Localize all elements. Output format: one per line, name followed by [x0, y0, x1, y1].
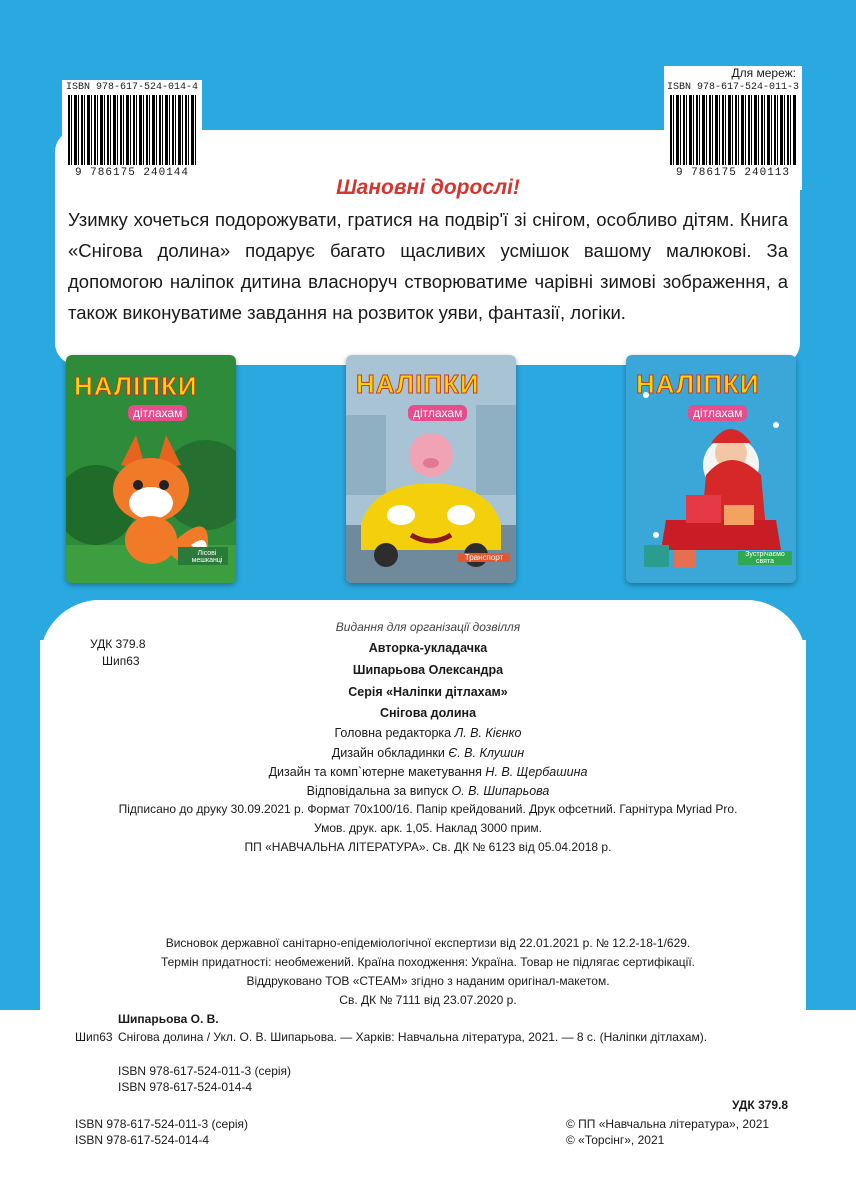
notice-title: Шановні дорослі!: [336, 176, 520, 199]
cover-forest-series: НАЛІПКИ: [74, 371, 198, 401]
biblio-udk: УДК 379.8: [732, 1098, 789, 1112]
author-name: Шипарьова Олександра: [352, 663, 504, 677]
release-person: О. В. Шипарьова: [451, 784, 550, 798]
sheets-line: Умов. друк. арк. 1,05. Наклад 3000 прим.: [313, 821, 543, 835]
author-role: Авторка-укладачка: [368, 641, 488, 655]
book-title: Снігова долина: [379, 706, 477, 720]
cover-transport-caption: Транспорт: [458, 553, 510, 562]
expertise-line: Висновок державної санітарно-епідеміологічної експертизи від 22.01.2021 р. № 12.2-18-1/629.: [165, 936, 691, 950]
editor-line: [0, 726, 856, 740]
author-code: Шип63: [102, 654, 140, 668]
footer-copyright-torsing: © «Торсінг», 2021: [566, 1133, 665, 1147]
cover-holidays-series: НАЛІПКИ: [636, 369, 760, 399]
layout-line: [0, 765, 856, 779]
biblio-isbn: ISBN 978-617-524-014-4: [118, 1080, 253, 1094]
cover-transport-series: НАЛІПКИ: [356, 369, 480, 399]
release-label: Відповідальна за випуск: [306, 784, 448, 798]
barcode-right-net-label: Для мереж:: [731, 66, 796, 80]
footer-copyright-publisher: © ПП «Навчальна література», 2021: [566, 1117, 770, 1131]
udk-code: УДК 379.8: [90, 637, 146, 651]
printer-cert-line: Св. ДК № 7111 від 23.07.2020 р.: [339, 993, 517, 1007]
layout-label: Дизайн та комп`ютерне макетування: [268, 765, 482, 779]
cover-design-label: Дизайн обкладинки: [331, 746, 445, 760]
footer-isbn-series: ISBN 978-617-524-011-3 (серія): [75, 1117, 249, 1131]
biblio-author: Шипарьова О. В.: [118, 1012, 219, 1026]
shelf-line: Термін придатності: необмежений. Країна походження: Україна. Товар не підлягає сертифікації.: [160, 955, 696, 969]
publisher-line: ПП «НАВЧАЛЬНА ЛІТЕРАТУРА». Св. ДК № 6123 від 05.04.2018 р.: [244, 840, 612, 854]
biblio-code: Шип63: [75, 1030, 113, 1044]
biblio-entry: Снігова долина / Укл. О. В. Шипарьова. — Харків: Навчальна література, 2021. — 8 с. (Наліпки дітлахам).: [118, 1030, 708, 1044]
printed-line: Віддруковано ТОВ «СТЕАМ» згідно з наданим оригінал-макетом.: [246, 974, 610, 988]
layout-designer: Н. В. Щербашина: [485, 765, 588, 779]
barcode-left-isbn: ISBN 978-617-524-014-4: [65, 82, 199, 93]
barcode-left-bars: [68, 95, 196, 165]
cover-forest-sub: дітлахам: [128, 405, 187, 421]
cover-transport-sub: дітлахам: [408, 405, 467, 421]
purpose-line: Видання для організації дозвілля: [335, 620, 521, 634]
barcode-left: [62, 80, 202, 188]
footer-isbn: ISBN 978-617-524-014-4: [75, 1133, 210, 1147]
release-line: [0, 784, 856, 798]
barcode-left-digits: 9 786175 240144: [74, 167, 190, 179]
cover-design-line: [0, 746, 856, 760]
editor-label: Головна редакторка: [334, 726, 452, 740]
signed-line: Підписано до друку 30.09.2021 р. Формат 70х100/16. Папір крейдований. Друк офсетний. Гарнітура Myriad Pro.: [118, 802, 738, 816]
editor-name: Л. В. Кієнко: [454, 726, 522, 740]
barcode-right-bars: [670, 95, 796, 165]
cover-holidays-sub: дітлахам: [688, 405, 747, 421]
cover-holidays-caption: Зустрічаємо свята: [738, 551, 792, 565]
barcode-right-digits: 9 786175 240113: [675, 167, 791, 179]
cover-forest: [66, 355, 236, 583]
cover-transport: [346, 355, 516, 583]
cover-forest-caption: Лісові мешканці: [191, 550, 223, 564]
cover-designer: Є. В. Клушин: [448, 746, 525, 760]
barcode-right-isbn: ISBN 978-617-524-011-3: [666, 82, 800, 93]
series-name: Серія «Наліпки дітлахам»: [348, 685, 508, 699]
biblio-isbn-series: ISBN 978-617-524-011-3 (серія): [118, 1064, 292, 1078]
cover-holidays: [626, 355, 796, 583]
barcode-right: [664, 66, 802, 190]
notice-text: Узимку хочеться подорожувати, гратися на подвір'ї зі снігом, особливо дітям. Книга «Снігова долина» подарує багато щасливих усмішок вашому малюкові. За допомогою наліпок дитина власноруч створюватиме чарівні зимові зображення, а також виконуватиме завдання на розвиток уяви, фантазії, логіки.: [68, 209, 788, 323]
